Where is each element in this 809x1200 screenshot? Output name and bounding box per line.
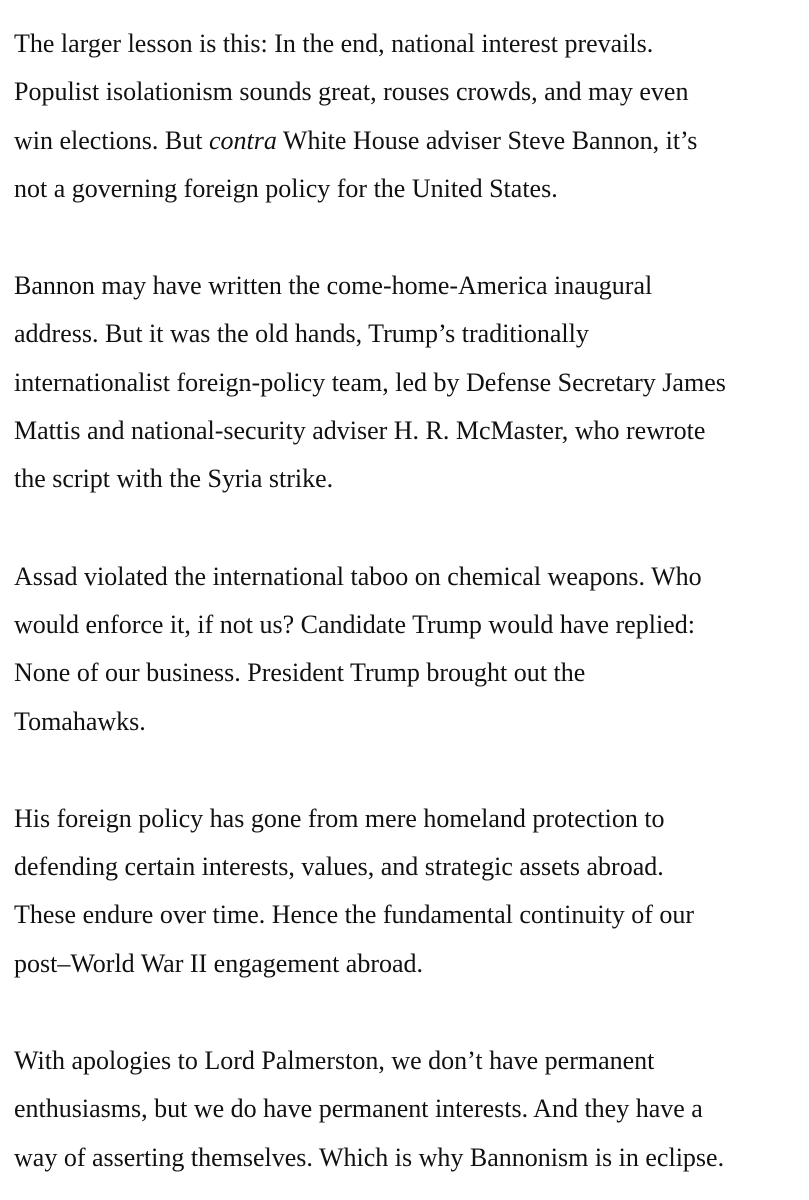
text-line: Tomahawks. — [14, 706, 146, 736]
text-line: address. But it was the old hands, Trump’s traditionally — [14, 319, 589, 349]
text-line: internationalist foreign-policy team, led by Defense Secretary James — [14, 367, 726, 397]
text-line: would enforce it, if not us? Candidate Trump would have replied: — [14, 609, 695, 639]
text-line: His foreign policy has gone from mere homeland protection to — [14, 803, 665, 833]
text-line: None of our business. President Trump brought out the — [14, 658, 586, 688]
paragraph-1 — [14, 20, 795, 213]
text-line: win elections. But contra White House adviser Steve Bannon, it’s — [14, 125, 698, 155]
text-line: way of asserting themselves. Which is why Bannonism is in eclipse. — [14, 1142, 725, 1172]
text-line: post–World War II engagement abroad. — [14, 948, 424, 978]
text-line: Populist isolationism sounds great, rouses crowds, and may even — [14, 77, 689, 107]
paragraph-2 — [14, 262, 795, 503]
text-line: enthusiasms, but we do have permanent interests. And they have a — [14, 1094, 703, 1124]
text-line: Mattis and national-security adviser H. R. McMaster, who rewrote — [14, 416, 706, 446]
paragraph-4 — [14, 795, 795, 988]
italic-word: contra — [208, 125, 277, 155]
text-line: The larger lesson is this: In the end, national interest prevails. — [14, 29, 654, 58]
text-line: These endure over time. Hence the fundamental continuity of our — [14, 900, 695, 930]
text-line: not a governing foreign policy for the United States. — [14, 173, 558, 203]
text-line: Bannon may have written the come-home-America inaugural — [14, 271, 653, 301]
text-line: With apologies to Lord Palmerston, we don’t have permanent — [14, 1046, 655, 1076]
paragraph-3 — [14, 553, 795, 746]
text-line: defending certain interests, values, and strategic assets abroad. — [14, 852, 664, 882]
paragraph-5 — [14, 1037, 795, 1182]
text-line: the script with the Syria strike. — [14, 464, 334, 494]
text-line: Assad violated the international taboo on chemical weapons. Who — [14, 561, 702, 591]
